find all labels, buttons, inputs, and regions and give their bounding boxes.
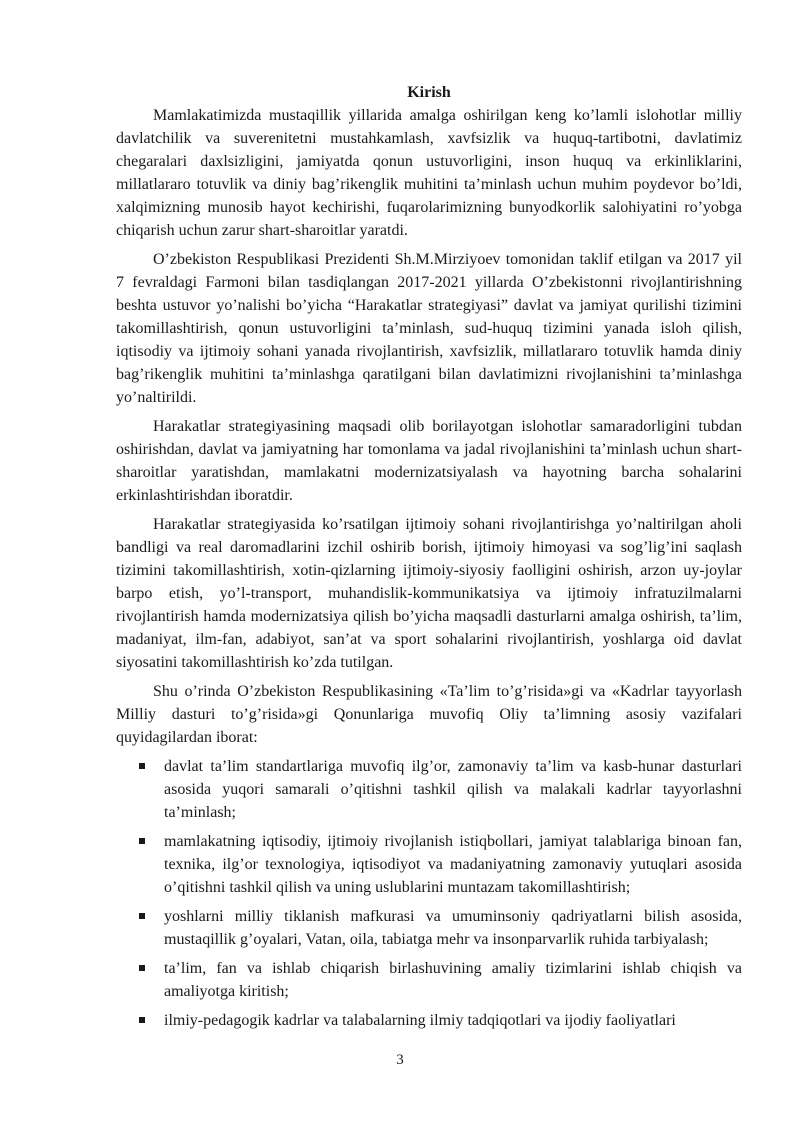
list-item-text: yoshlarni milliy tiklanish mafkurasi va umuminsoniy qadriyatlarni bilish asosida, mustaqillik g’oyalari, Vatan, oila, tabiatga mehr va insonparvarlik ruhida tarbiyalash; [164, 908, 742, 948]
paragraph: O’zbekiston Respublikasi Prezidenti Sh.M.Mirziyoev tomonidan taklif etilgan va 2017 yil 7 fevraldagi Farmoni bilan tasdiqlangan 2017-2021 yillarda O’zbekistonni rivojlantirishning beshta ustuvor yo’nalishi bo’yicha “Harakatlar strategiyasi” davlat va jamiyat qurilishi tizimini takomillashtirish, qonun ustuvorligini ta’minlash, sud-huquq tizimini yanada isloh qilish, iqtisodiy va ijtimoiy sohani yanada rivojlantirish, xavfsizlik, millatlararo totuvlik hamda diniy bag’rikenglik muhitini ta’minlashga qaratilgani bilan davlatimizni rivojlanishini ta’minlashga yo’naltirildi. [116, 251, 742, 406]
list-item-text: davlat ta’lim standartlariga muvofiq ilg’or, zamonaviy ta’lim va kasb-hunar dasturlari asosida yuqori samarali o’qitishni tashkil qilish va malakali kadrlar tayyorlashni ta’minlash; [164, 758, 742, 821]
list-item [116, 755, 742, 824]
tasks-list [116, 755, 742, 1032]
page-number: 3 [396, 1052, 404, 1068]
paragraph: Shu o’rinda O’zbekiston Respublikasining «Ta’lim to’g’risida»gi va «Kadrlar tayyorlash Milliy dasturi to’g’risida»gi Qonunlariga muvofiq Oliy ta’limning asosiy vazifalari quyidagilardan iborat: [116, 683, 742, 746]
list-item-text: mamlakatning iqtisodiy, ijtimoiy rivojlanish istiqbollari, jamiyat talablariga binoan fan, texnika, ilg’or texnologiya, iqtisodiyot va madaniyatning zamonaviy yutuqlari asosida o’qitishni tashkil qilish va uning uslublarini muntazam takomillashtirish; [164, 833, 742, 896]
paragraph: Mamlakatimizda mustaqillik yillarida amalga oshirilgan keng ko’lamli islohotlar milliy davlatchilik va suverenitetni mustahkamlash, xavfsizlik va huquq-tartibotni, davlatimiz chegaralari daxlsizligini, jamiyatda qonun ustuvorligini, inson huquq va erkinliklarini, millatlararo totuvlik va diniy bag’rikenglik muhitini ta’minlash uchun muhim poydevor bo’ldi, xalqimizning munosib hayot kechirishi, fuqarolarimizning bunyodkorlik salohiyatini ro’yobga chiqarish uchun zarur shart-sharoitlar yaratdi. [116, 107, 742, 239]
list-item-text: ilmiy-pedagogik kadrlar va talabalarning ilmiy tadqiqotlari va ijodiy faoliyatlari [164, 1012, 676, 1029]
paragraph: Harakatlar strategiyasining maqsadi olib borilayotgan islohotlar samaradorligini tubdan oshirishdan, davlat va jamiyatning har tomonlama va jadal rivojlanishini ta’minlash uchun shart-sharoitlar yaratishdan, mamlakatni modernizatsiyalash va hayotning barcha sohalarini erkinlashtirishdan iboratdir. [116, 418, 742, 504]
square-bullet-icon [139, 838, 145, 844]
list-item [116, 830, 742, 899]
list-item [116, 905, 742, 951]
list-item-text: ta’lim, fan va ishlab chiqarish birlashuvining amaliy tizimlarini ishlab chiqish va amaliyotga kiritish; [164, 960, 742, 1000]
page-content [116, 82, 742, 1038]
square-bullet-icon [139, 763, 145, 769]
square-bullet-icon [139, 965, 145, 971]
section-title: Kirish [407, 84, 451, 101]
list-item [116, 1009, 742, 1032]
square-bullet-icon [139, 913, 145, 919]
list-item [116, 957, 742, 1003]
paragraph: Harakatlar strategiyasida ko’rsatilgan ijtimoiy sohani rivojlantirishga yo’naltirilgan aholi bandligi va real daromadlarini izchil oshirib borish, ijtimoiy himoyasi va sog’lig’ini saqlash tizimini takomillashtirish, xotin-qizlarning ijtimoiy-siyosiy faolligini oshirish, arzon uy-joylar barpo etish, yo’l-transport, muhandislik-kommunikatsiya va ijtimoiy infratuzilmalarni rivojlantirish hamda modernizatsiya qilish bo’yicha maqsadli dasturlarni amalga oshirish, ta’lim, madaniyat, ilm-fan, adabiyot, san’at va sport sohalarini rivojlantirish, yoshlarga oid davlat siyosatini takomillashtirish ko’zda tutilgan. [116, 516, 742, 671]
square-bullet-icon [139, 1017, 145, 1023]
